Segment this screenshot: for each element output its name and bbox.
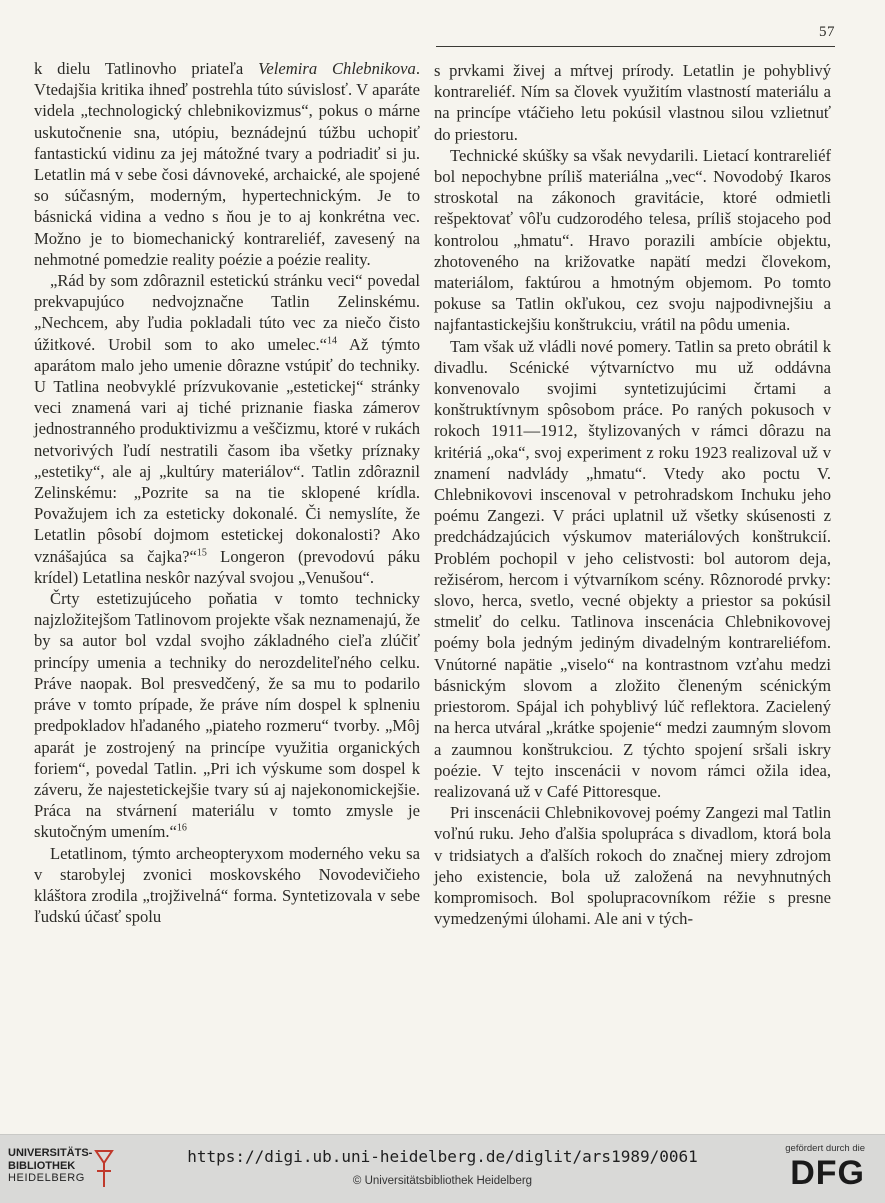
paragraph: s prvkami živej a mŕtvej prírody. Letatlin je pohyblivý kontrareliéf. Ním sa človek využitím vlastností materiálu a na princípe vtáčieho letu pokúsil vlastnou silou vzlietnuť do priestoru.: [434, 61, 831, 144]
page-number: 57: [819, 24, 835, 40]
right-column: [434, 60, 831, 929]
paragraph: Pri inscenácii Chlebnikovovej poémy Zangezi mal Tatlin voľnú ruku. Jeho ďalšia spolupráca s divadlom, ktorá bola v tridsiatych a ďalších rokoch do značnej miery zdrojom jeho existencie, bola už založená na nevyhnutných kompromisoch. Bol spolupracovníkom réžie s presne vymedzenými úlohami. Ale ani v tých-: [434, 803, 831, 929]
library-name-line1: UNIVERSITÄTS-: [8, 1147, 93, 1159]
permalink-url[interactable]: https://digi.ub.uni-heidelberg.de/diglit/ars1989/0061: [187, 1147, 698, 1166]
library-name-line2: BIBLIOTHEK: [8, 1159, 76, 1172]
paragraph: Letatlinom, týmto archeopteryxom moderného veku sa v starobylej zvonici moskovského Novodevičieho kláštora zrodila „trojživelná“ forma. Syntetizovala v sebe ľudskú účasť spolu: [34, 843, 420, 927]
paragraph: Tam však už vládli nové pomery. Tatlin sa preto obrátil k divadlu. Scénické výtvarníctvo mu už oddávna konvenovalo svojimi syntetizujúcimi črtami a konštruktívnym spôsobom práce. Po raných pokusoch v rokoch 1911—1912, štylizovaných v rámci dôrazu na kritériá „oka“, svoj experiment z roku 1923 realizoval už v znamení nadvlády „hmatu“. Vtedy ako poctu V. Chlebnikovovi inscenoval v petrohradskom Inchuku jeho poému Zangezi. V práci uplatnil už všetky skúsenosti z predchádzajúcich výskumov materiálových konštrukcií. Problém pochopil v jeho celistvosti: bol autorom deja, režisérom, hercom i výtvarníkom scény. Rôznorodé prvky: slovo, herca, svetlo, vecné objekty a priestor sa pokúsil stmeliť do celku. Tatlinova inscenácia Chlebnikovovej poémy bola jedným jediným divadelným kontrareliéfom. Vnútorné napätie „viselo“ na kontrastnom vzťahu medzi básnickým slovom a zložito členeným scénickým priestorom. Spájal ich pohyblivý lúč reflektora. Zacielený na herca utváral „krátke spojenie“ medzi zaumným slovom a zaumnou konštrukciou. Z týchto spojení sršali iskry poézie. V tejto inscenácii v novom rámci ožila idea, realizovaná už v Café Pittoresque.: [434, 336, 831, 801]
dfg-logo[interactable]: DFG: [790, 1154, 865, 1192]
copyright-notice: © Universitätsbibliothek Heidelberg: [352, 1175, 533, 1187]
header-rule: [436, 46, 835, 47]
left-column: [34, 58, 420, 927]
library-name-line3: HEIDELBERG: [8, 1172, 85, 1184]
viewer-footer: [0, 1134, 885, 1203]
paragraph: k dielu Tatlinovho priateľa Velemira Chlebnikova. Vtedajšia kritika ihneď postrehla túto súvislosť. V aparáte videla „technologický chlebnikovizmus“, pokus o márne uskutočnenie sna, utópiu, beznádejnú túžbu uchopiť fantastickú vidinu za jej mátožné tvary a podriadiť si ju. Letatlin má v sebe čosi dávnoveké, archaické, ale spojené so súčasným, moderným, hypertechnickým. Je to básnická vidina a vedno s ňou je to aj konkrétna vec. Možno je to biomechanický kontrareliéf, zavesený na nehmotné pomedzie reality poézie a poézie reality.: [34, 59, 420, 269]
paragraph: Črty estetizujúceho poňatia v tomto technicky najzložitejšom Tatlinovom projekte však neznamenajú, že by sa autor bol vzdal svojho základného cieľa zlúčiť princípy umenia a techniky do nerozdeliteľného celku. Práve naopak. Bol presvedčený, že sa mu to podarilo práve v tomto prípade, že práve ním dospel k splneniu predpokladov hľadaného „piateho rozmeru“ tvorby. „Môj aparát je zostrojený na princípe využitia organických foriem“, povedal Tatlin. „Pri ich výskume som dospel k záveru, že najestetickejšie tvary sú aj najekonomickejšie. Práca na stvárnení materiálu v tomto zmysle je skutočným umením.“$^{16}$: [34, 589, 420, 842]
funding-note: gefördert durch die: [785, 1143, 865, 1154]
paragraph: Technické skúšky sa však nevydarili. Lietací kontrareliéf bol nepochybne príliš materiálna „vec“. Novodobý Ikaros stroskotal na zákonoch gravitácie, ktoré odmietli rešpektovať vôľu cudzorodého telesa, príliš stojaceho pod kontrolou „hmatu“. Hravo porazili ambície objektu, zhotoveného na križovatke napätí medzi človekom, materiálom, faktúrou a hmotným objemom. Po tomto pokuse sa Tatlin okľukou, cez svoju najpodivnejšiu a najfantastickejšiu konštrukciu, vrátil na pôdu umenia.: [434, 145, 831, 335]
paragraph: „Rád by som zdôraznil estetickú stránku veci“ povedal prekvapujúco nedvojznačne Tatlin Zelinskému. „Nechcem, aby ľudia pokladali túto vec za niečo čisto úžitkové. Urobil som to ako umelec.“$^{14}$ Až týmto aparátom malo jeho umenie dôrazne vstúpiť do techniky. U Tatlina neobvyklé prízvukovanie „estetickej“ stránky veci znamená vari aj tiché priznanie fiaska zámerov jednostranného produktivizmu a veščizmu, ktoré v rukách netvorivých ľudí nestratili časom iba všetky príznaky „estetiky“, ale aj „kultúry materiálov“. Tatlin zdôraznil Zelinskému: „Pozrite sa na tie sklopené krídla. Považujem ich za esteticky dokonalé. Či nemyslíte, že Letatlin pôsobí dojmom estetickej dokonalosti? Ako vznášajúca sa čajka?“$^{15}$ Longeron (prevodovú páku krídel) Letatlina neskôr nazýval svojou „Venušou“.: [34, 271, 420, 587]
